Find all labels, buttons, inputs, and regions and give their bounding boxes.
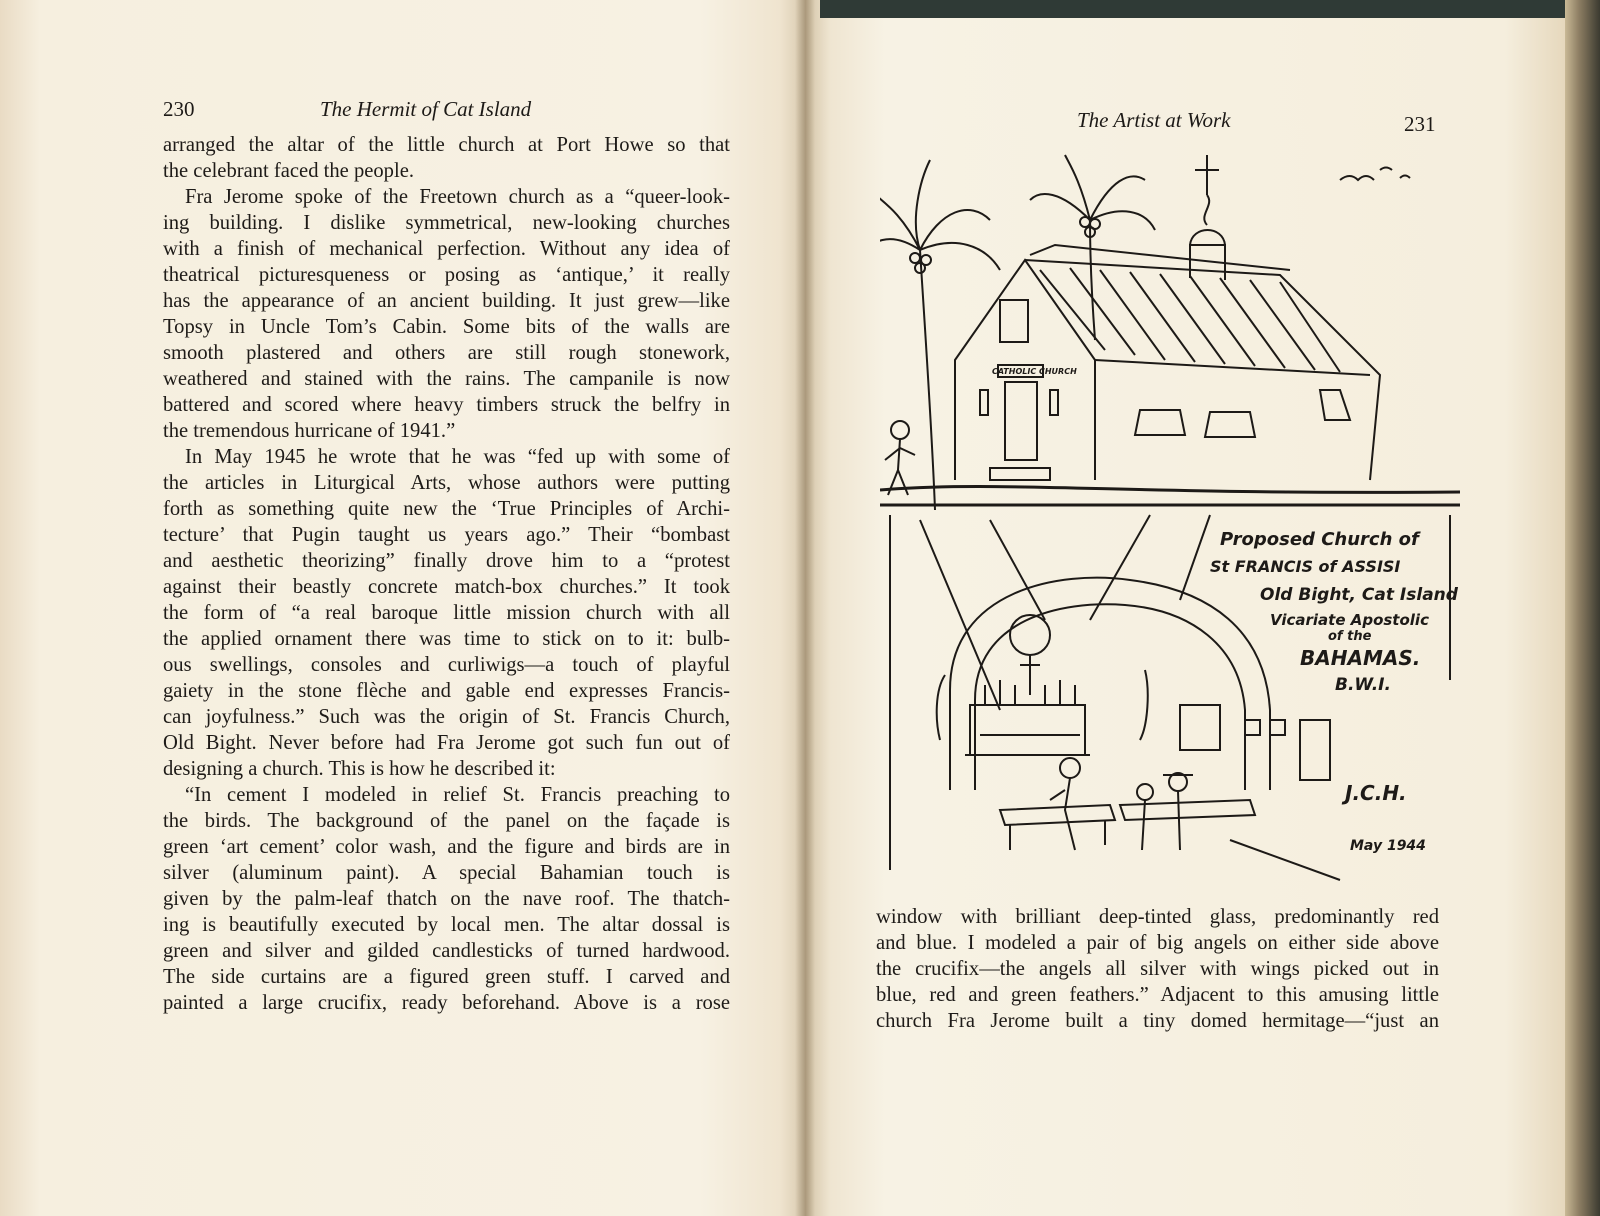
page-edges — [1565, 0, 1600, 1216]
figure-walking — [885, 421, 915, 495]
text-line: the celebrant faced the people. — [163, 160, 414, 182]
text-line: ous swellings, consoles and curliwigs—a touch of playful — [163, 654, 730, 676]
text-line: tecture’ that Pugin taught us years ago.” Their “bombast — [163, 524, 730, 546]
text-line: the applied ornament there was time to stick on to it: bulb- — [163, 628, 730, 650]
text-line: church Fra Jerome built a tiny domed hermitage—“just an — [876, 1010, 1439, 1032]
background-strip — [820, 0, 1600, 18]
text-line: Topsy in Uncle Tom’s Cabin. Some bits of the walls are — [163, 316, 730, 338]
illustration-caption — [992, 367, 1459, 854]
text-line: the articles in Liturgical Arts, whose authors were putting — [163, 472, 730, 494]
text-line: The side curtains are a figured green stuff. I carved and — [163, 966, 730, 988]
text-line: and aesthetic theorizing” finally drove him to a “protest — [163, 550, 730, 572]
text-line: ing is beautifully executed by local men. The altar dossal is — [163, 914, 730, 936]
text-line: green and silver and gilded candlesticks of turned hardwood. — [163, 940, 730, 962]
text-line: designing a church. This is how he described it: — [163, 758, 556, 780]
text-line: theatrical picturesqueness or posing as ‘antique,’ it really — [163, 264, 730, 286]
text-line: “In cement I modeled in relief St. Francis preaching to — [185, 784, 730, 806]
church-sign: CATHOLIC CHURCH — [992, 367, 1077, 376]
text-line: silver (aluminum paint). A special Bahamian touch is — [163, 862, 730, 884]
text-line: and blue. I modeled a pair of big angels on either side above — [876, 932, 1439, 954]
caption-line-4: Vicariate Apostolic — [1270, 611, 1429, 629]
text-line: the tremendous hurricane of 1941.” — [163, 420, 456, 442]
text-line: the crucifix—the angels all silver with wings picked out in — [876, 958, 1439, 980]
text-line: Old Bight. Never before had Fra Jerome got such fun out of — [163, 732, 730, 754]
text-line: the birds. The background of the panel on the façade is — [163, 810, 730, 832]
text-line: arranged the altar of the little church at Port Howe so that — [163, 134, 730, 156]
caption-line-5: of the — [1328, 629, 1372, 644]
left-running-title: The Hermit of Cat Island — [320, 97, 532, 121]
caption-line-3: Old Bight, Cat Island — [1260, 585, 1458, 605]
right-running-title: The Artist at Work — [1077, 108, 1231, 132]
right-page-body — [876, 904, 1439, 1034]
left-page-number: 230 — [163, 97, 195, 121]
text-line: the form of “a real baroque little mission church with all — [163, 602, 730, 624]
left-page-body — [163, 132, 730, 1016]
text-line: with a finish of mechanical perfection. Without any idea of — [163, 238, 730, 260]
text-line: ing building. I dislike symmetrical, new-looking churches — [163, 212, 730, 234]
right-page-number: 231 — [1404, 112, 1436, 136]
text-line: battered and scored where heavy timbers struck the belfry in — [163, 394, 730, 416]
text-line: against their beastly concrete match-box churches.” It took — [163, 576, 730, 598]
text-line: can joyfulness.” Such was the origin of St. Francis Church, — [163, 706, 730, 728]
text-line: blue, red and green feathers.” Adjacent to this amusing little — [876, 984, 1439, 1006]
text-line: weathered and stained with the rains. The campanile is now — [163, 368, 730, 390]
text-line: green ‘art cement’ color wash, and the figure and birds are in — [163, 836, 730, 858]
text-line: window with brilliant deep-tinted glass, predominantly red — [876, 906, 1439, 928]
text-line: In May 1945 he wrote that he was “fed up with some of — [185, 446, 730, 468]
text-line: Fra Jerome spoke of the Freetown church as a “queer-look- — [185, 186, 730, 208]
caption-line-1: Proposed Church of — [1220, 529, 1419, 550]
artist-signature-date: May 1944 — [1350, 838, 1426, 854]
church-building — [955, 155, 1380, 480]
artist-signature: J.C.H. — [1345, 781, 1407, 805]
text-line: painted a large crucifix, ready beforehand. Above is a rose — [163, 992, 730, 1014]
text-line: forth as something quite new the ‘True Principles of Archi- — [163, 498, 730, 520]
book-gutter — [795, 0, 815, 1216]
caption-line-7: B.W.I. — [1335, 675, 1391, 695]
text-line: has the appearance of an ancient building. It just grew—like — [163, 290, 730, 312]
caption-line-6: BAHAMAS. — [1300, 646, 1421, 670]
text-line: gaiety in the stone flèche and gable end expresses Francis- — [163, 680, 730, 702]
text-line: smooth plastered and others are still rough stonework, — [163, 342, 730, 364]
text-line: given by the palm-leaf thatch on the nave roof. The thatch- — [163, 888, 730, 910]
church-illustration — [880, 150, 1460, 885]
caption-line-2: St FRANCIS of ASSISI — [1210, 557, 1401, 576]
